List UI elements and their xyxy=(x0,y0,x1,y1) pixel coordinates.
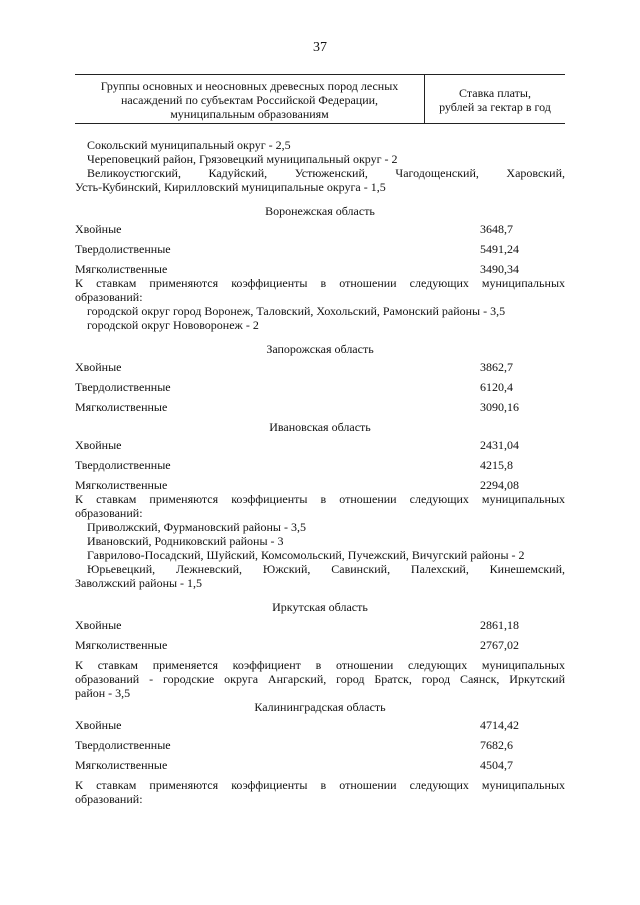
coefficient-text: образований: xyxy=(75,792,143,806)
region-title-kaliningrad: Калининградская область xyxy=(254,700,386,714)
species-group-label: Твердолиственные xyxy=(75,380,171,394)
species-group-label: Мягколиственные xyxy=(75,262,168,276)
species-group-label: Хвойные xyxy=(75,222,122,236)
coefficient-item: городской округ город Воронеж, Таловский, Хохольский, Рамонский районы - 3,5 xyxy=(87,304,506,318)
rate-row xyxy=(75,242,565,262)
header-rate-column xyxy=(425,75,565,123)
species-group-label: Мягколиственные xyxy=(75,400,168,414)
coefficient-item: городской округ Нововоронеж - 2 xyxy=(87,318,259,332)
coefficient-item: Приволжский, Фурмановский районы - 3,5 xyxy=(87,520,306,534)
rate-value: 7682,6 xyxy=(480,738,513,752)
coefficient-text: К ставкам применяются коэффициенты в отношении следующих муниципальных xyxy=(75,276,565,290)
rate-value: 6120,4 xyxy=(480,380,513,394)
intro-line: Великоустюгский, Кадуйский, Устюженский, Чагодощенский, Харовский, xyxy=(87,166,565,180)
coefficient-text: образований: xyxy=(75,290,143,304)
rate-value: 2861,18 xyxy=(480,618,519,632)
rate-value: 2767,02 xyxy=(480,638,519,652)
rate-value: 2431,04 xyxy=(480,438,519,452)
coefficient-text: К ставкам применяются коэффициенты в отношении следующих муниципальных xyxy=(75,492,565,506)
rate-row xyxy=(75,262,565,276)
rate-row xyxy=(75,738,565,758)
region-title-zaporozhye: Запорожская область xyxy=(266,342,374,356)
intro-line: Череповецкий район, Грязовецкий муниципальный округ - 2 xyxy=(87,152,398,166)
species-group-label: Мягколиственные xyxy=(75,638,168,652)
rate-value: 4215,8 xyxy=(480,458,513,472)
species-group-label: Твердолиственные xyxy=(75,242,171,256)
coefficient-item: Юрьевецкий, Лежневский, Южский, Савинский, Палехский, Кинешемский, xyxy=(87,562,565,576)
coefficient-text: район - 3,5 xyxy=(75,686,131,700)
species-group-label: Хвойные xyxy=(75,618,122,632)
table-header xyxy=(75,74,565,124)
coefficient-text: образований - городские округа Ангарский, город Братск, город Саянск, Иркутский xyxy=(75,672,565,686)
coefficient-text: К ставкам применяются коэффициенты в отношении следующих муниципальных xyxy=(75,778,565,792)
coefficient-item: Гаврилово-Посадский, Шуйский, Комсомольский, Пучежский, Вичугский районы - 2 xyxy=(87,548,525,562)
document-body xyxy=(75,138,565,806)
rate-value: 3862,7 xyxy=(480,360,513,374)
header-groups-line: Группы основных и неосновных древесных пород лесных xyxy=(100,79,399,93)
rate-value: 3490,34 xyxy=(480,262,519,276)
species-group-label: Мягколиственные xyxy=(75,758,168,772)
species-group-label: Твердолиственные xyxy=(75,458,171,472)
species-group-label: Хвойные xyxy=(75,718,122,732)
page-number: 37 xyxy=(313,40,327,55)
species-group-label: Твердолиственные xyxy=(75,738,171,752)
rate-value: 5491,24 xyxy=(480,242,519,256)
species-group-label: Хвойные xyxy=(75,360,122,374)
species-group-label: Хвойные xyxy=(75,438,122,452)
rate-value: 3090,16 xyxy=(480,400,519,414)
header-groups-column xyxy=(75,75,425,123)
region-title-ivanovo: Ивановская область xyxy=(269,420,371,434)
rate-row xyxy=(75,618,565,638)
coefficient-item: Заволжский районы - 1,5 xyxy=(75,576,203,590)
header-rate-line: Ставка платы, xyxy=(459,86,531,100)
rate-row xyxy=(75,638,565,652)
region-title-voronezh: Воронежская область xyxy=(265,204,375,218)
rate-row xyxy=(75,758,565,778)
header-groups-line: муниципальным образованиям xyxy=(170,107,329,121)
header-groups-line: насаждений по субъектам Российской Федерации, xyxy=(120,93,379,107)
header-rate-line: рублей за гектар в год xyxy=(439,100,551,114)
rate-value: 4504,7 xyxy=(480,758,513,772)
rate-row xyxy=(75,458,565,478)
rate-row xyxy=(75,360,565,380)
species-group-label: Мягколиственные xyxy=(75,478,168,492)
rate-row xyxy=(75,380,565,400)
rate-row xyxy=(75,400,565,420)
rate-row xyxy=(75,718,565,738)
rate-row xyxy=(75,222,565,242)
coefficient-text: К ставкам применяется коэффициент в отношении следующих муниципальных xyxy=(75,658,565,672)
coefficient-text: образований: xyxy=(75,506,143,520)
intro-line: Усть-Кубинский, Кирилловский муниципальные округа - 1,5 xyxy=(75,180,386,194)
coefficient-item: Ивановский, Родниковский районы - 3 xyxy=(87,534,284,548)
rate-value: 3648,7 xyxy=(480,222,513,236)
rate-value: 4714,42 xyxy=(480,718,519,732)
intro-line: Сокольский муниципальный округ - 2,5 xyxy=(87,138,291,152)
region-title-irkutsk: Иркутская область xyxy=(272,600,368,614)
rate-value: 2294,08 xyxy=(480,478,519,492)
rate-row xyxy=(75,438,565,458)
rate-row xyxy=(75,478,565,492)
